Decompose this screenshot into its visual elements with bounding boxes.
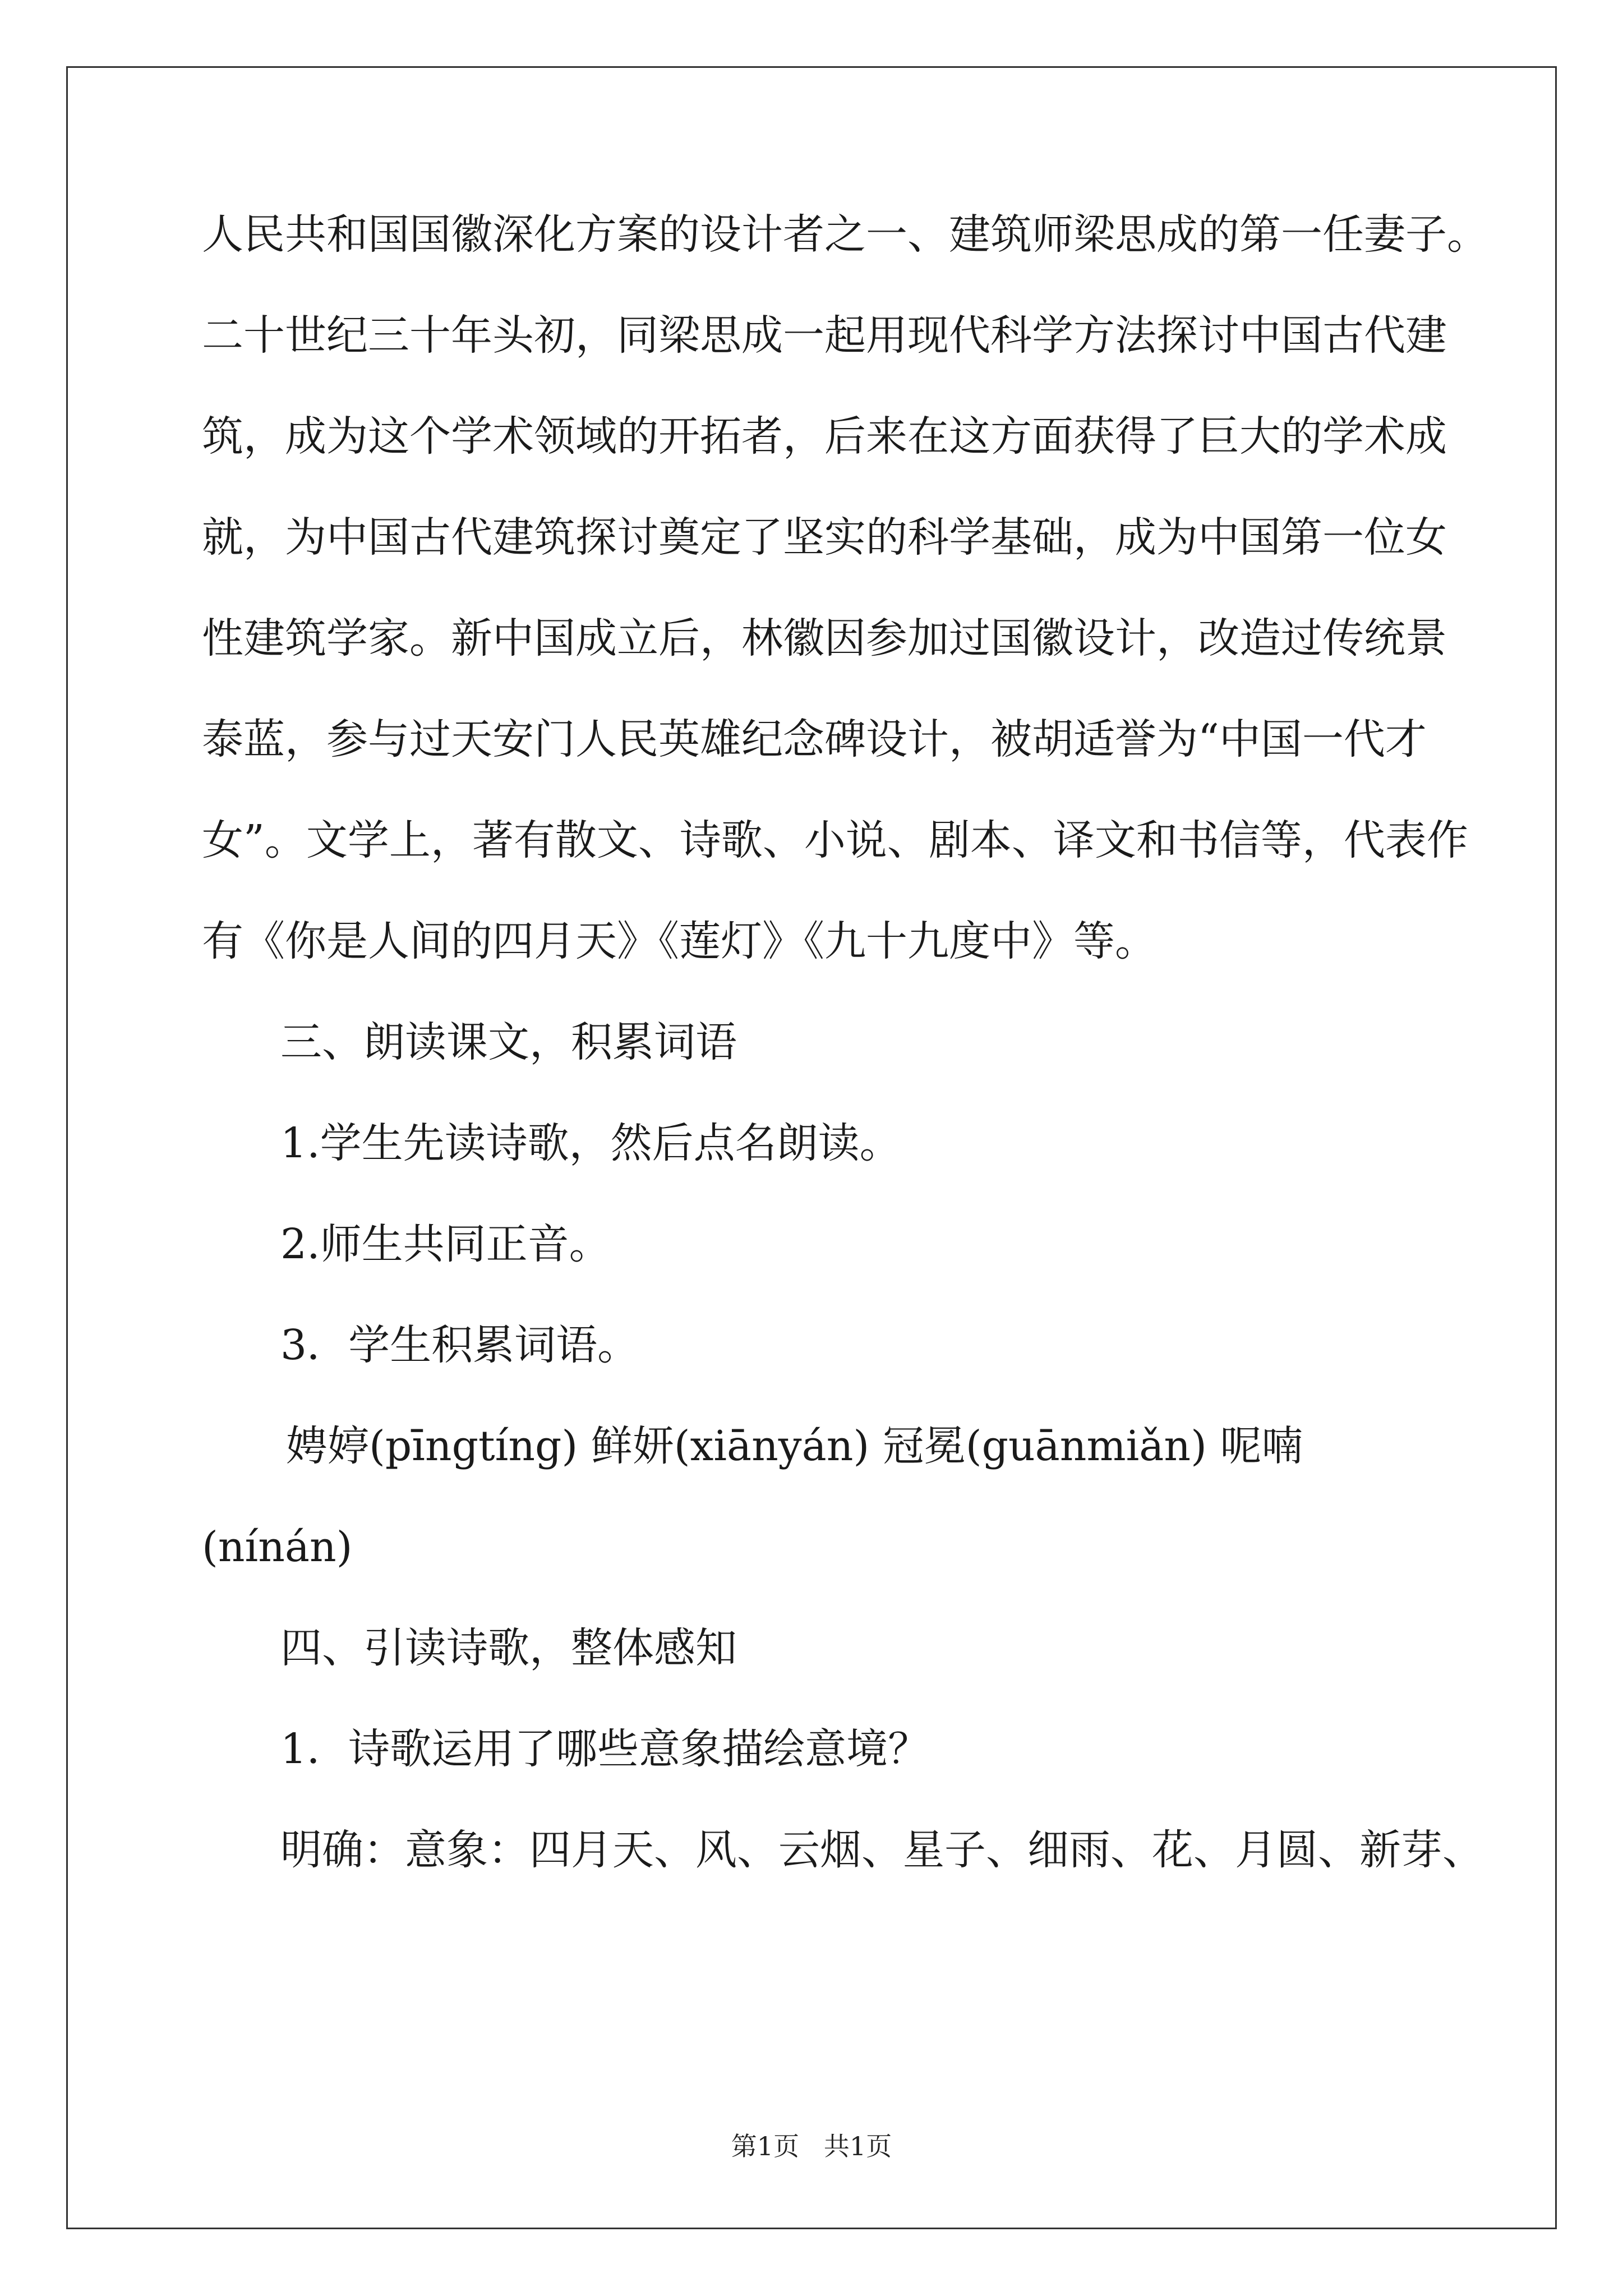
text-line: (nínán) <box>202 1523 353 1571</box>
text-line: 就，为中国古代建筑探讨奠定了坚实的科学基础，成为中国第一位女 <box>202 513 1447 562</box>
text-line: 有《你是人间的四月天》《莲灯》《九十九度中》等。 <box>202 917 1156 965</box>
text-line: 泰蓝，参与过天安门人民英雄纪念碑设计，被胡适誉为“中国一代才 <box>202 715 1427 763</box>
text-line: 筑，成为这个学术领域的开拓者，后来在这方面获得了巨大的学术成 <box>202 412 1447 461</box>
text-line: 明确：意象：四月天、风、云烟、星子、细雨、花、月圆、新芽、 <box>280 1826 1484 1874</box>
text-line: 1.学生先读诗歌，然后点名朗读。 <box>280 1119 901 1167</box>
section-heading: 三、朗读课文，积累词语 <box>280 1018 737 1066</box>
text-line: 女”。文学上，著有散文、诗歌、小说、剧本、译文和书信等，代表作 <box>202 816 1468 864</box>
text-line: 3．学生积累词语。 <box>280 1321 639 1369</box>
text-line: 2.师生共同正音。 <box>280 1220 611 1268</box>
text-line: 二十世纪三十年头初，同梁思成一起用现代科学方法探讨中国古代建 <box>202 311 1447 360</box>
page-footer: 第1页 共1页 <box>731 2131 892 2161</box>
text-line: 人民共和国国徽深化方案的设计者之一、建筑师梁思成的第一任妻子。 <box>202 210 1488 259</box>
section-heading: 四、引读诗歌，整体感知 <box>280 1624 737 1672</box>
text-line: 1．诗歌运用了哪些意象描绘意境？ <box>280 1725 930 1773</box>
text-line: 娉婷(pīngtíng) 鲜妍(xiānyán) 冠冕(guānmiǎn) 呢喃 <box>286 1422 1303 1470</box>
text-line: 性建筑学家。新中国成立后，林徽因参加过国徽设计，改造过传统景 <box>202 614 1447 662</box>
